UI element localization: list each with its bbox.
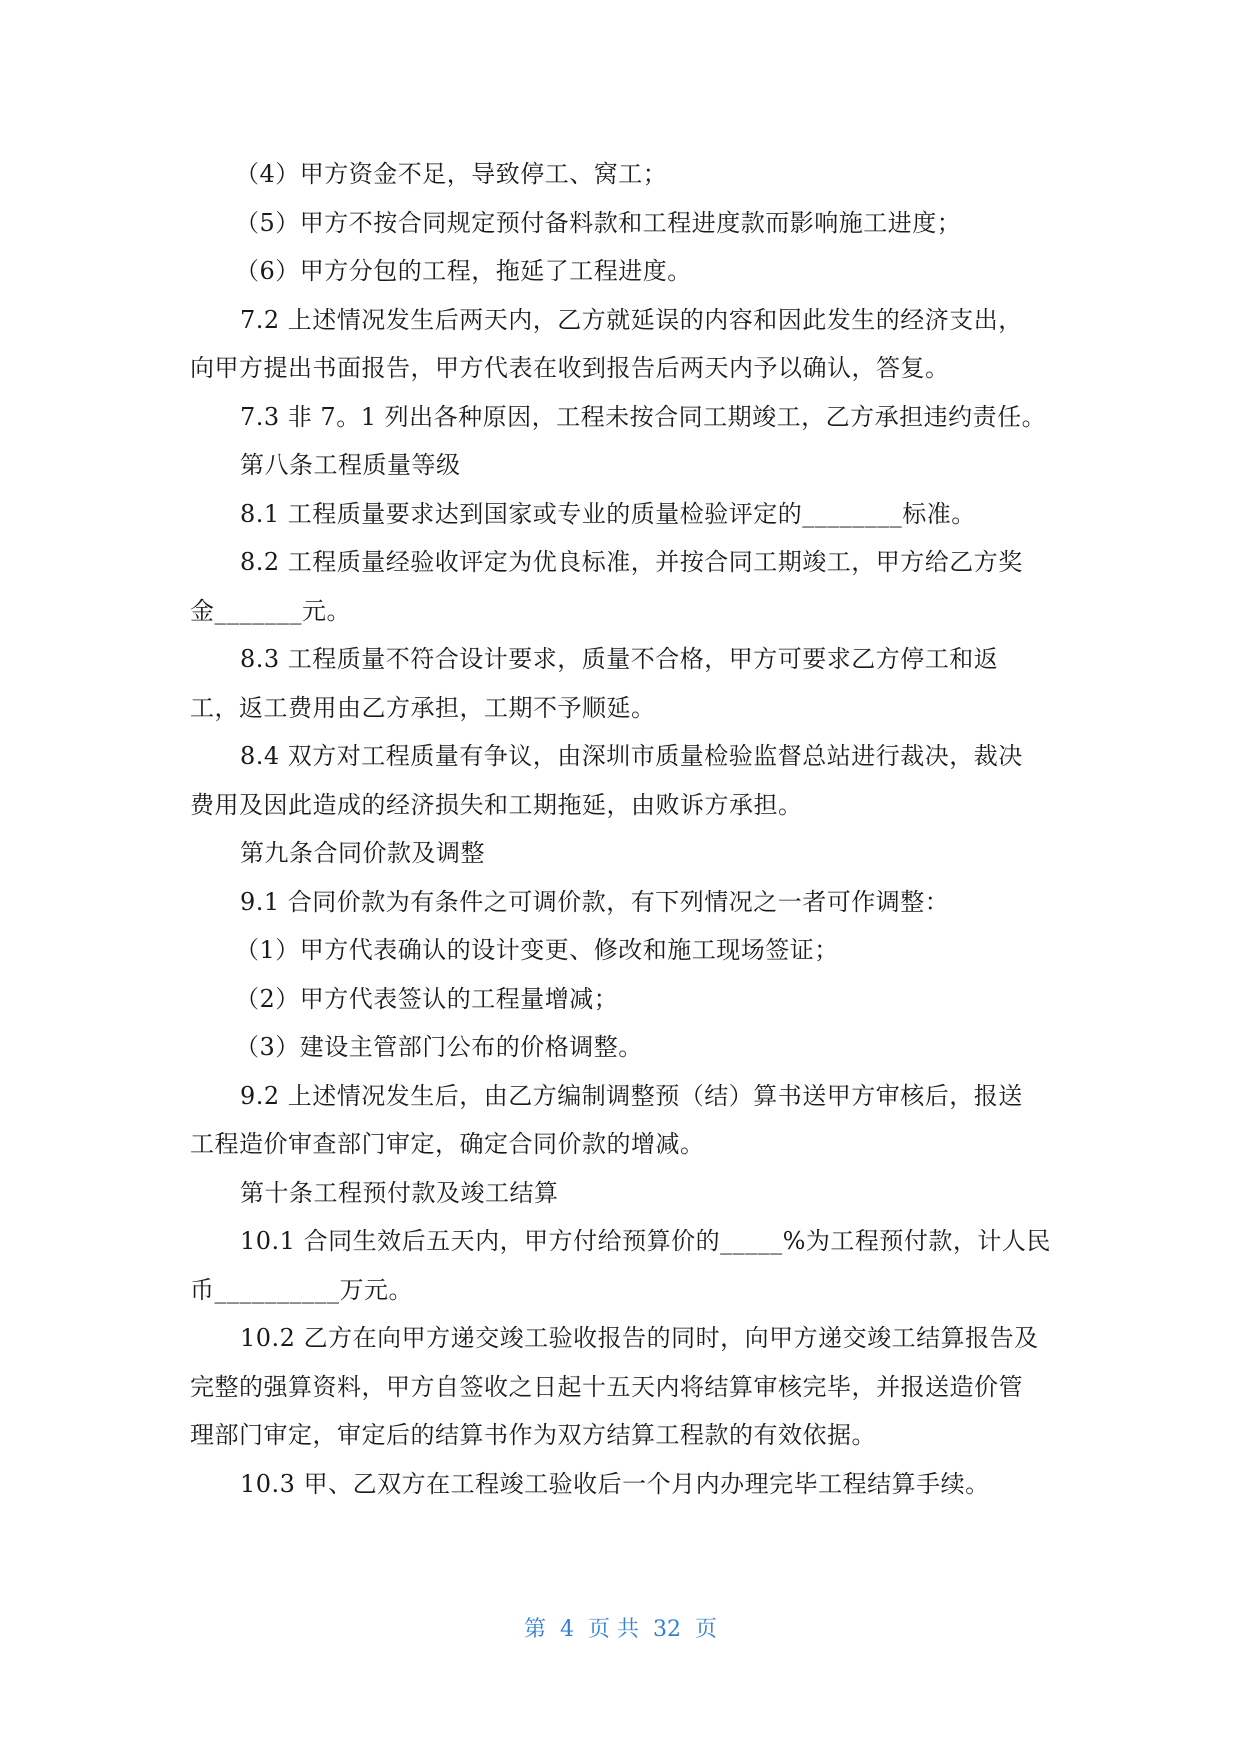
clause-line: 理部门审定，审定后的结算书作为双方结算工程款的有效依据。 (190, 1421, 876, 1449)
clause-line: 费用及因此造成的经济损失和工期拖延，由败诉方承担。 (190, 790, 803, 819)
section-heading: 第八条工程质量等级 (240, 451, 461, 479)
page-number-footer: 第 4 页 共 32 页 (524, 1617, 717, 1642)
clause-line: 完整的强算资料，甲方自签收之日起十五天内将结算审核完毕，并报送造价管 (190, 1372, 1023, 1401)
clause-line: （6）甲方分包的工程，拖延了工程进度。 (235, 257, 692, 285)
clause-line: 工，返工费用由乙方承担，工期不予顺延。 (190, 693, 656, 722)
clause-line: 8.3 工程质量不符合设计要求，质量不合格，甲方可要求乙方停工和返 (240, 645, 999, 673)
clause-line: 10.1 合同生效后五天内，甲方付给预算价的_____%为工程预付款，计人民 (240, 1227, 1051, 1255)
clause-line: 7.2 上述情况发生后两天内，乙方就延误的内容和因此发生的经济支出， (240, 305, 1023, 334)
clause-line: 9.1 合同价款为有条件之可调价款，有下列情况之一者可作调整： (240, 887, 950, 916)
clause-line: 币__________万元。 (190, 1275, 413, 1304)
section-heading: 第十条工程预付款及竣工结算 (240, 1178, 559, 1207)
clause-line: （2）甲方代表签认的工程量增减； (235, 984, 619, 1013)
clause-line: 向甲方提出书面报告，甲方代表在收到报告后两天内予以确认，答复。 (190, 354, 950, 382)
clause-line: 9.2 上述情况发生后，由乙方编制调整预（结）算书送甲方审核后，报送 (240, 1081, 1023, 1110)
clause-line: （3）建设主管部门公布的价格调整。 (235, 1033, 643, 1061)
clause-line: 7.3 非 7。1 列出各种原因，工程未按合同工期竣工，乙方承担违约责任。 (240, 402, 1047, 431)
clause-line: 8.1 工程质量要求达到国家或专业的质量检验评定的________标准。 (240, 499, 976, 528)
clause-line: 8.4 双方对工程质量有争议，由深圳市质量检验监督总站进行裁决，裁决 (240, 742, 1023, 770)
clause-line: 工程造价审查部门审定，确定合同价款的增减。 (190, 1130, 705, 1158)
clause-line: （4）甲方资金不足，导致停工、窝工； (235, 160, 668, 188)
document-body (190, 150, 1060, 1508)
clause-line: 10.2 乙方在向甲方递交竣工验收报告的同时，向甲方递交竣工结算报告及 (240, 1324, 1039, 1352)
clause-line: （5）甲方不按合同规定预付备料款和工程进度款而影响施工进度； (235, 208, 962, 237)
clause-line: 金_______元。 (190, 596, 351, 625)
clause-line: 10.3 甲、乙双方在工程竣工验收后一个月内办理完毕工程结算手续。 (240, 1469, 990, 1498)
clause-line: 8.2 工程质量经验收评定为优良标准，并按合同工期竣工，甲方给乙方奖 (240, 548, 1023, 576)
clause-line: （1）甲方代表确认的设计变更、修改和施工现场签证； (235, 936, 839, 964)
section-heading: 第九条合同价款及调整 (240, 839, 485, 867)
